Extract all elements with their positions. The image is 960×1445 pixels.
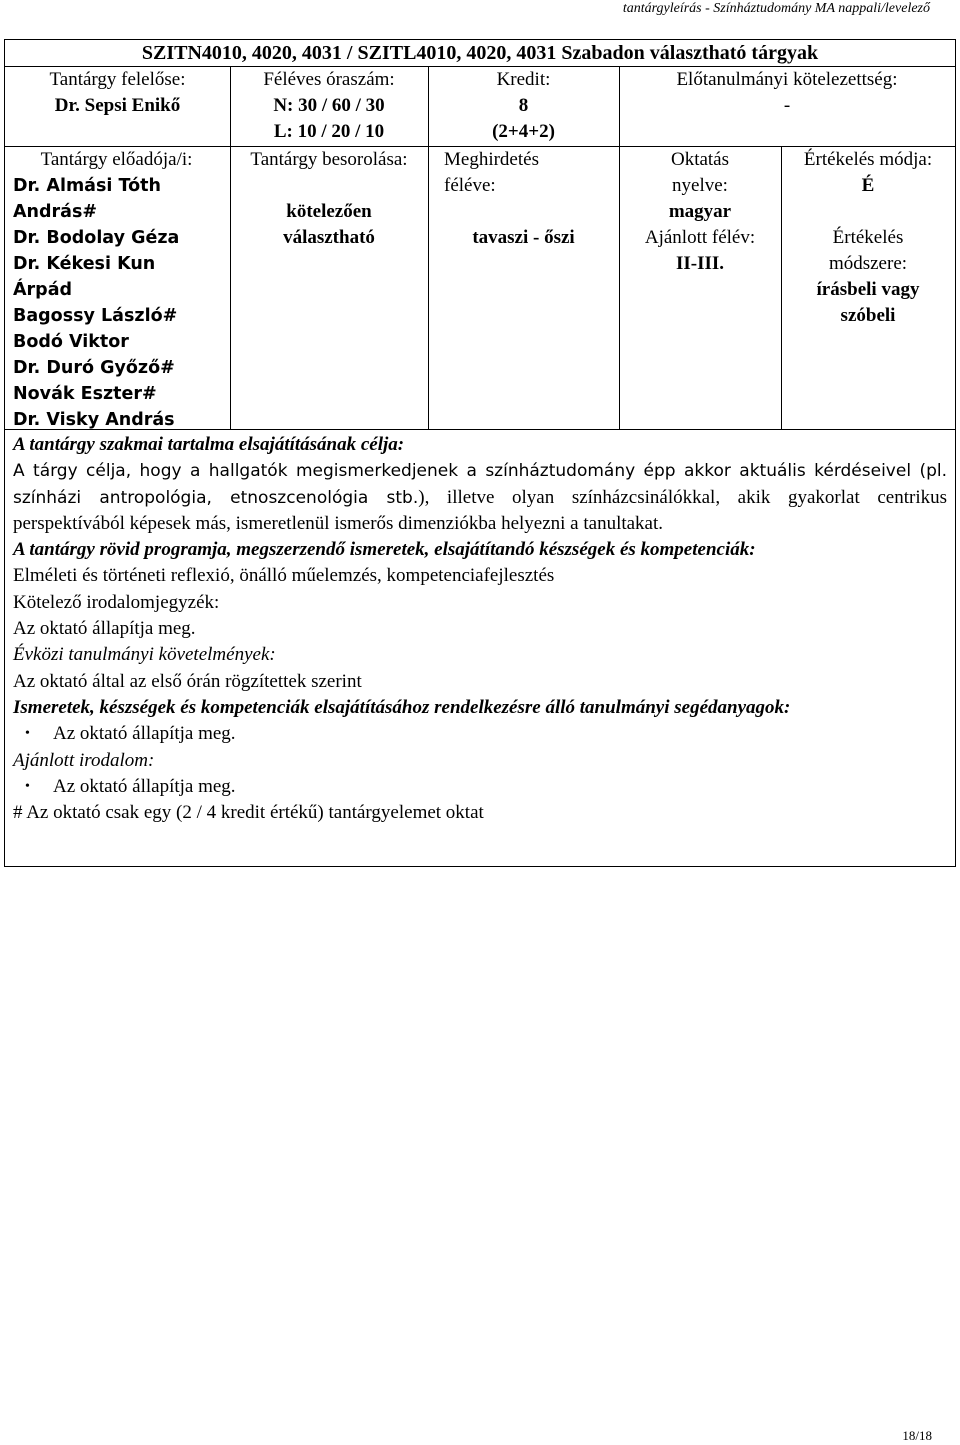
classification-label: Tantárgy besorolása: (250, 149, 408, 170)
materials-item: Az oktató állapítja meg. (53, 723, 236, 745)
prereq-value: - (783, 95, 791, 116)
assessment-value: É (861, 175, 875, 196)
lecturer-name: András# (13, 202, 98, 222)
lecturer-name: Dr. Visky András (13, 410, 175, 430)
credit-label: Kredit: (496, 69, 551, 90)
lecturer-name: Novák Eszter# (13, 384, 157, 404)
requirements-text: Az oktató által az első órán rögzítettek szerint (13, 670, 362, 692)
classification-value: kötelezően (286, 201, 372, 222)
recommended-semester-label: Ajánlott félév: (644, 227, 756, 248)
prereq-cell (619, 67, 955, 119)
responsible-cell (5, 67, 230, 119)
assessment-method-label: módszere: (828, 253, 908, 274)
running-header: tantárgyleírás - Színháztudomány MA nappali/levelező (622, 1, 930, 16)
program-heading: A tantárgy rövid programja, megszerzendő ismeretek, elsajátítandó készségek és kompetenciák: (13, 539, 756, 561)
responsible-label: Tantárgy felelőse: (49, 69, 186, 90)
prereq-label: Előtanulmányi kötelezettség: (676, 69, 898, 90)
hours-l: L: 10 / 20 / 10 (273, 121, 385, 142)
assessment-method-label: Értékelés (832, 227, 904, 248)
lecturer-name: Dr. Duró Győző# (13, 358, 175, 378)
responsible-name: Dr. Sepsi Enikő (54, 95, 181, 116)
course-details-row (5, 147, 955, 430)
program-text: Elméleti és történeti reflexió, önálló műelemzés, kompetenciafejlesztés (13, 565, 555, 587)
lecturer-name: Árpád (13, 280, 73, 300)
course-table (4, 39, 956, 867)
classification-value: választható (283, 227, 375, 248)
page-number: 18/18 (902, 1428, 932, 1443)
footnote: # Az oktató csak egy (2 / 4 kredit értékű) tantárgyelemet oktat (13, 802, 484, 824)
semester-label: féléve: (444, 175, 496, 196)
aim-heading: A tantárgy szakmai tartalma elsajátításának célja: (13, 434, 405, 455)
lecturer-name: Bagossy László# (13, 306, 178, 326)
required-reading-text: Az oktató állapítja meg. (13, 618, 196, 640)
aim-text: A tárgy célja, hogy a hallgatók megismerkedjenek a színháztudomány épp akkor aktuális kérdéseivel (pl. színházi antropológia, etnoszcenológia stb.), illetve olyan színházcsinálókkal, akik gyakorlat centrikus perspektívából képesek más, ismeretlenül ismerős dimenziókba helyezni a tanultakat. (13, 461, 947, 534)
assessment-method-value: szóbeli (840, 305, 896, 326)
language-label: Oktatás (670, 149, 730, 170)
requirements-heading: Évközi tanulmányi követelmények: (13, 644, 276, 666)
bullet-icon: • (25, 726, 30, 742)
credit-split: (2+4+2) (492, 121, 555, 142)
list-item (13, 721, 947, 747)
language-cell (619, 147, 781, 277)
credit-value: 8 (518, 95, 529, 116)
required-reading-heading: Kötelező irodalomjegyzék: (13, 591, 220, 613)
lecturer-name: Dr. Bodolay Géza (13, 228, 180, 248)
bullet-icon: • (25, 778, 30, 794)
semester-label: Meghirdetés (444, 149, 539, 170)
lecturers-label: Tantárgy előadója/i: (40, 149, 193, 170)
hours-cell (230, 67, 428, 145)
lecturer-name: Bodó Viktor (13, 332, 129, 352)
semester-value: tavaszi - őszi (472, 227, 575, 248)
language-label: nyelve: (672, 175, 728, 196)
assessment-cell (781, 147, 955, 329)
recommended-semester-value: II-III. (675, 253, 725, 274)
assessment-label: Értékelés módja: (803, 149, 933, 170)
assessment-method-value: írásbeli vagy (816, 279, 920, 300)
recommended-reading-item: Az oktató állapítja meg. (53, 775, 236, 797)
course-title: SZITN4010, 4020, 4031 / SZITL4010, 4020, 4031 Szabadon választható tárgyak (5, 40, 955, 67)
lecturers-cell (13, 147, 228, 433)
course-info-row (5, 67, 955, 147)
materials-heading: Ismeretek, készségek és kompetenciák elsajátításához rendelkezésre álló tanulmányi segédanyagok: (13, 696, 791, 718)
course-description (13, 432, 947, 826)
lecturer-name: Dr. Almási Tóth (13, 176, 161, 196)
hours-label: Féléves óraszám: (263, 69, 395, 90)
credit-cell (428, 67, 619, 145)
semester-cell (428, 147, 619, 251)
hours-n: N: 30 / 60 / 30 (273, 95, 385, 116)
language-value: magyar (668, 201, 732, 222)
list-item (13, 774, 947, 800)
classification-cell (230, 147, 428, 251)
lecturer-name: Dr. Kékesi Kun (13, 254, 156, 274)
recommended-reading-heading: Ajánlott irodalom: (13, 749, 155, 771)
